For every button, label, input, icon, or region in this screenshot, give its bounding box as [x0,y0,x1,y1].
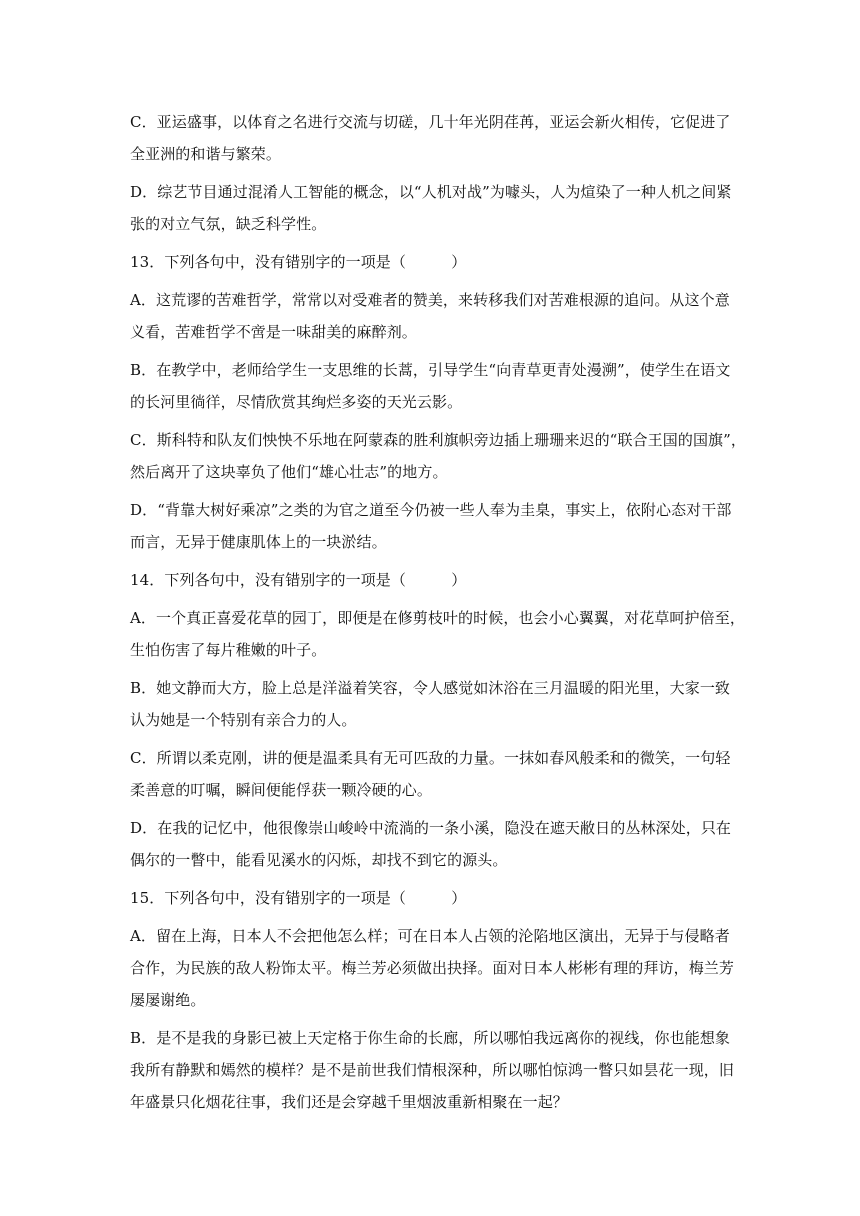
text-line: A．一个真正喜爱花草的园丁，即便是在修剪枝叶的时候，也会小心翼翼，对花草呵护倍至， [130,609,745,627]
text-line: 我所有静默和嫣然的模样？是不是前世我们情根深种，所以哪怕惊鸿一瞥只如昙花一现，旧 [130,1061,735,1079]
text-line: A．这荒谬的苦难哲学，常常以对受难者的赞美，来转移我们对苦难根源的追问。从这个意 [130,291,730,309]
text-line: 然后离开了这块辜负了他们“雄心壮志”的地方。 [130,463,448,481]
text-line: 屡屡谢绝。 [130,991,206,1009]
question-text: 13．下列各句中，没有错别字的一项是（ ） [130,253,467,271]
text-line: 偶尔的一瞥中，能看见溪水的闪烁，却找不到它的源头。 [130,851,508,869]
text-line: D．“背靠大树好乘凉”之类的为官之道至今仍被一些人奉为圭臬，事实上，依附心态对干部 [130,501,732,519]
exam-content [130,106,747,1118]
text-line: 生怕伤害了每片稚嫩的叶子。 [130,641,327,659]
text-line: B．她文静而大方，脸上总是洋溢着笑容，令人感觉如沐浴在三月温暖的阳光里，大家一致 [130,679,731,697]
text-line: B．在教学中，老师给学生一支思维的长蒿，引导学生“向青草更青处漫溯”，使学生在语文 [130,361,731,379]
text-line: B．是不是我的身影已被上天定格于你生命的长廊，所以哪怕我远离你的视线，你也能想象 [130,1029,731,1047]
text-line: 柔善意的叮嘱，瞬间便能俘获一颗冷硬的心。 [130,781,433,799]
option-14-b [130,672,730,736]
text-line: 年盛景只化烟花往事，我们还是会穿越千里烟波重新相聚在一起？ [130,1093,568,1111]
question-14-stem [130,564,730,596]
text-line: D．综艺节目通过混淆人工智能的概念，以“人机对战”为噱头，人为煊染了一种人机之间紧 [130,183,732,201]
option-14-d [130,812,730,876]
text-line: C．亚运盛事，以体育之名进行交流与切磋，几十年光阴荏苒，亚运会新火相传，它促进了 [130,113,731,131]
option-14-c [130,742,730,806]
option-13-a [130,284,730,348]
text-line: 张的对立气氛，缺乏科学性。 [130,215,327,233]
text-line: D．在我的记忆中，他很像崇山峻岭中流淌的一条小溪，隐没在遮天敝日的丛林深处，只在 [130,819,732,837]
question-13-stem [130,246,730,278]
question-text: 14．下列各句中，没有错别字的一项是（ ） [130,571,467,589]
option-15-b [130,1022,735,1118]
text-line: C．斯科特和队友们怏怏不乐地在阿蒙森的胜利旗帜旁边插上珊珊来迟的“联合王国的国旗”， [130,431,747,449]
option-12-d [130,176,730,240]
text-line: 义看，苦难哲学不啻是一味甜美的麻醉剂。 [130,323,417,341]
text-line: 认为她是一个特别有亲合力的人。 [130,711,357,729]
text-line: 的长河里徜徉，尽情欣赏其绚烂多姿的天光云影。 [130,393,463,411]
option-12-c [130,106,730,170]
text-line: 合作，为民族的敌人粉饰太平。梅兰芳必须做出抉择。面对日本人彬彬有理的拜访，梅兰芳 [130,959,735,977]
question-text: 15．下列各句中，没有错别字的一项是（ ） [130,889,467,907]
option-13-c [130,424,747,488]
option-14-a [130,602,745,666]
text-line: A．留在上海，日本人不会把他怎么样；可在日本人占领的沦陷地区演出，无异于与侵略者 [130,927,730,945]
option-15-a [130,920,735,1016]
text-line: C．所谓以柔克刚，讲的便是温柔具有无可匹敌的力量。一抹如春风般柔和的微笑，一句轻 [130,749,731,767]
text-line: 而言，无异于健康肌体上的一块淤结。 [130,533,387,551]
option-13-b [130,354,730,418]
question-15-stem [130,882,730,914]
option-13-d [130,494,730,558]
text-line: 全亚洲的和谐与繁荣。 [130,145,282,163]
